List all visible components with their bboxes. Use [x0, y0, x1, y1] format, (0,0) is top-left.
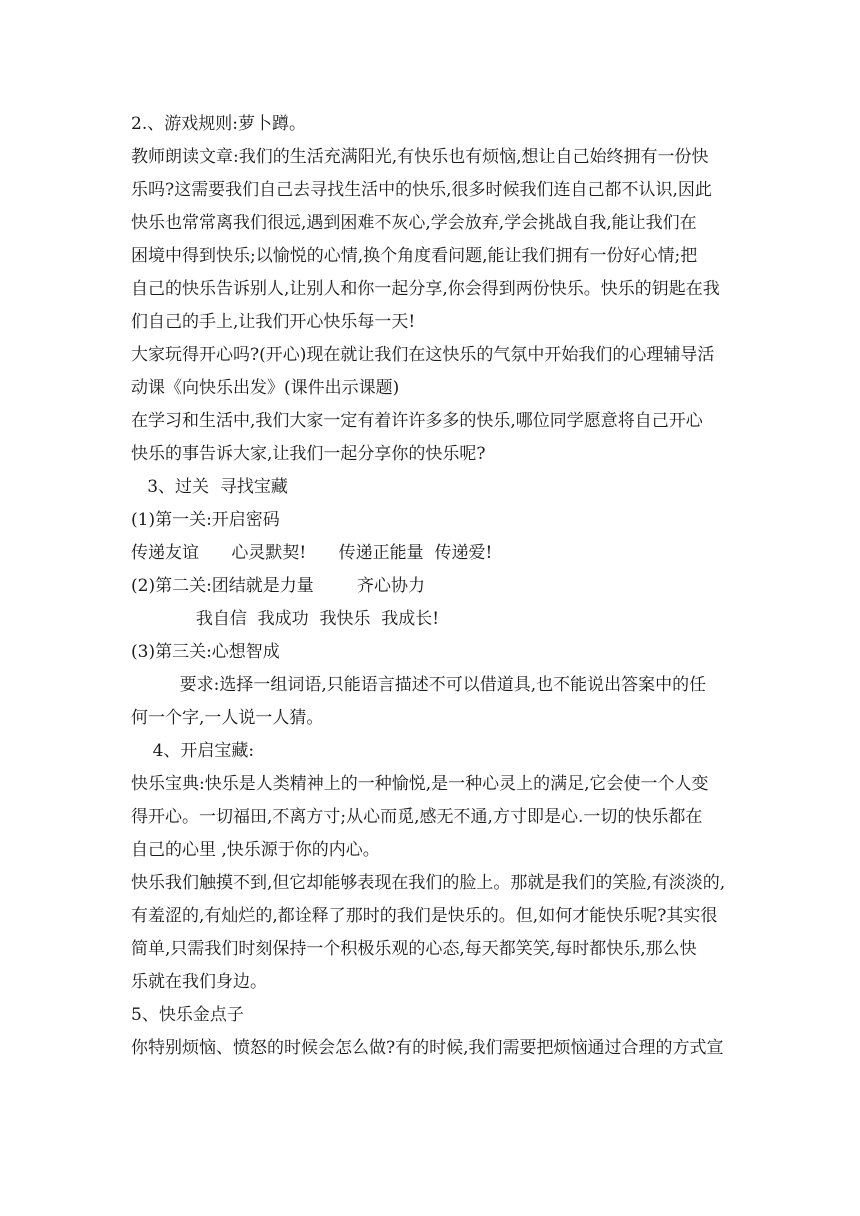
section-heading: 3、过关 寻找宝藏 [131, 477, 288, 497]
text-line: 得开心。一切福田,不离方寸;从心而觅,感无不通,方寸即是心.一切的快乐都在 [131, 807, 703, 827]
text-line: 快乐宝典:快乐是人类精神上的一种愉悦,是一种心灵上的满足,它会使一个人变 [131, 774, 709, 794]
text-line: 我自信 我成功 我快乐 我成长! [131, 609, 440, 629]
text-line: 乐吗?这需要我们自己去寻找生活中的快乐,很多时候我们连自己都不认识,因此 [131, 180, 712, 200]
section-heading: 5、快乐金点子 [131, 1005, 244, 1025]
text-line: 2.、游戏规则:萝卜蹲。 [131, 114, 306, 134]
text-line: 困境中得到快乐;以愉悦的心情,换个角度看问题,能让我们拥有一份好心情;把 [131, 246, 698, 266]
text-line: 何一个字,一人说一人猜。 [131, 708, 324, 728]
text-line: 在学习和生活中,我们大家一定有着许许多多的快乐,哪位同学愿意将自己开心 [131, 411, 703, 431]
text-line: 传递友谊 心灵默契! 传递正能量 传递爱! [131, 543, 493, 563]
text-line: 大家玩得开心吗?(开心)现在就让我们在这快乐的气氛中开始我们的心理辅导活 [131, 345, 715, 365]
text-line: 简单,只需我们时刻保持一个积极乐观的心态,每天都笑笑,每时都快乐,那么快 [131, 939, 697, 959]
text-line: 乐就在我们身边。 [131, 972, 267, 992]
document-body [131, 108, 736, 1065]
text-line: 们自己的手上,让我们开心快乐每一天! [131, 312, 416, 332]
text-line: 要求:选择一组词语,只能语言描述不可以借道具,也不能说出答案中的任 [131, 675, 707, 695]
text-line: 快乐的事告诉大家,让我们一起分享你的快乐呢? [131, 444, 486, 464]
text-line: 教师朗读文章:我们的生活充满阳光,有快乐也有烦恼,想让自己始终拥有一份快 [131, 147, 709, 167]
text-line: 有羞涩的,有灿烂的,都诠释了那时的我们是快乐的。但,如何才能快乐呢?其实很 [131, 906, 718, 926]
text-line: (2)第二关:团结就是力量 齐心协力 [131, 576, 426, 596]
section-heading: 4、开启宝藏: [131, 741, 255, 761]
text-line: 快乐也常常离我们很远,遇到困难不灰心,学会放弃,学会挑战自我,能让我们在 [131, 213, 697, 233]
text-line: 快乐我们触摸不到,但它却能够表现在我们的脸上。那就是我们的笑脸,有淡淡的, [131, 873, 726, 893]
text-line: 动课《向快乐出发》(课件出示课题) [131, 378, 400, 398]
text-line: 你特别烦恼、愤怒的时候会怎么做?有的时候,我们需要把烦恼通过合理的方式宣 [131, 1038, 724, 1058]
text-line: (3)第三关:心想智成 [131, 642, 280, 662]
text-line: (1)第一关:开启密码 [131, 510, 280, 530]
text-line: 自己的快乐告诉别人,让别人和你一起分享,你会得到两份快乐。快乐的钥匙在我 [131, 279, 720, 299]
text-line: 自己的心里 ,快乐源于你的内心。 [131, 840, 380, 860]
